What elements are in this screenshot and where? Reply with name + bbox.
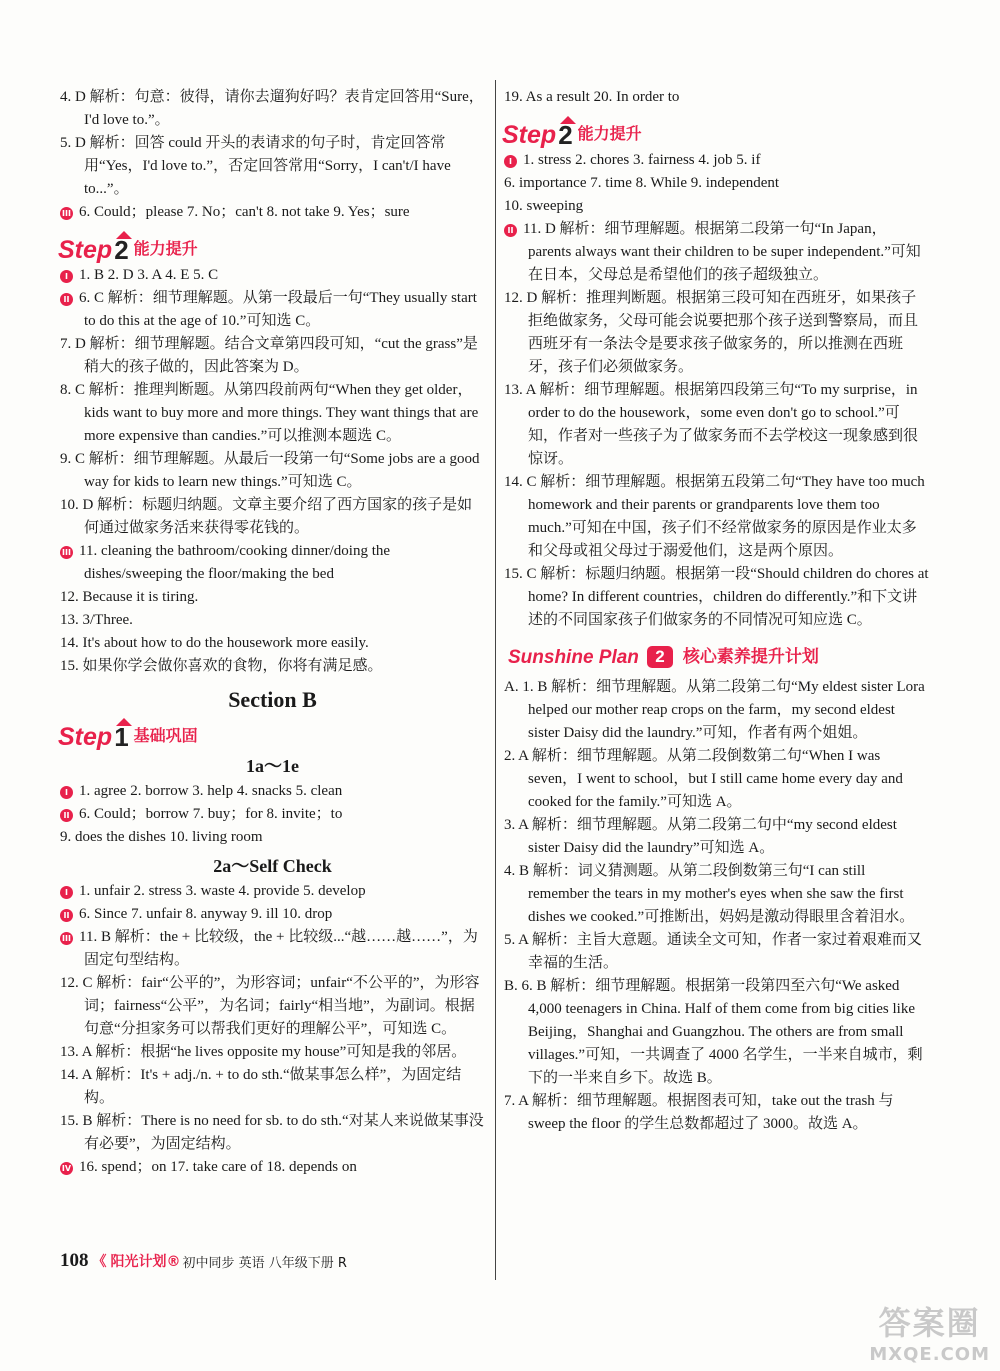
answer-item: 10. sweeping (504, 198, 584, 214)
answer-text: 6. Could；borrow 7. buy；for 8. invite；to (79, 806, 343, 822)
answer-item (60, 201, 485, 224)
step-word: Step (502, 121, 557, 149)
answer-item (504, 218, 929, 287)
step2-heading (502, 115, 929, 150)
chevron-icon: 《 (92, 1254, 107, 1270)
answer-item: 13. A 解析：细节理解题。根据第四段第三句“To my surprise，in order to do the housework，some even don't go to school.”可知，作者对一些孩子为了做家务而不去学校这一现象感到很惊讶。 (504, 382, 919, 467)
part-iv-icon: IV (61, 1164, 72, 1173)
step-word: Step (58, 723, 113, 751)
sunshine-title: 核心素养提升计划 (682, 646, 819, 667)
answer-item: 2. A 解析：细节理解题。从第二段倒数第二句“When I was seven，I went to school，but I still came home every day and cooked for the family.”可知选 A。 (504, 748, 903, 810)
answer-item: 4. B 解析：词义猜测题。从第二段倒数第三句“I can still remember the tears in my mother's eyes when she saw the first dishes we cooked.”可推断出，妈妈是激动得眼里含着泪水。 (504, 863, 915, 925)
step-title: 能力提升 (133, 239, 198, 258)
part-ii-icon: II (60, 909, 73, 922)
part-iii-icon: III (60, 932, 73, 945)
answer-item: 14. C 解析：细节理解题。根据第五段第二句“They have too much homework and their parents or grandparents love them too much.”可知在中国，孩子们不经常做家务的原因是作业太多和父母或祖父母过于溺爱他们，这是两个原因。 (504, 474, 925, 559)
answer-item (60, 287, 485, 333)
answer-text: 6. Since 7. unfair 8. anyway 9. ill 10. drop (79, 906, 333, 922)
answer-item (60, 264, 485, 287)
answer-item: 14. A 解析：It's + adj./n. + to do sth.“做某事怎么样”，为固定结构。 (60, 1067, 462, 1106)
answer-item: 6. importance 7. time 8. While 9. independent (504, 175, 780, 191)
answer-item: 4. D 解析：句意：彼得，请你去遛狗好吗？表肯定回答用“Sure，I'd love to.”。 (60, 89, 484, 128)
left-column (60, 86, 485, 1179)
answer-item: 3. A 解析：细节理解题。从第二段第二句中“my second eldest sister Daisy did the laundry”可知选 A。 (504, 817, 897, 856)
step2-heading (58, 230, 485, 265)
part-i-icon: I (504, 155, 517, 168)
answer-item: 9. C 解析：细节理解题。从最后一段第一句“Some jobs are a good way for kids to learn new things.”可知选 C。 (60, 451, 480, 490)
answer-item (504, 149, 929, 172)
part-i-icon: I (60, 270, 73, 283)
answer-item (60, 880, 485, 903)
column-divider (495, 80, 496, 1280)
part-iii-icon: III (60, 546, 73, 559)
book-info: 初中同步 英语 八年级下册 R (182, 1255, 347, 1271)
answer-text: 1. stress 2. chores 3. fairness 4. job 5. if (523, 152, 761, 168)
answer-item: 13. 3/Three. (60, 612, 133, 628)
sunshine-word: Sunshine Plan (508, 646, 639, 668)
answer-text: 6. Could；please 7. No；can't 8. not take 9. Yes；sure (79, 204, 410, 220)
step-title: 基础巩固 (133, 726, 198, 745)
subsection-title: 2a～Self Check (213, 856, 332, 876)
page-number: 108 (60, 1250, 89, 1271)
answer-item: 14. It's about how to do the housework more easily. (60, 635, 369, 651)
answer-item (60, 1156, 485, 1179)
answer-text: 11. B 解析：the + 比较级，the + 比较级...“越……越……”，为固定句型结构。 (79, 929, 478, 968)
answer-item: 12. D 解析：推理判断题。根据第三段可知在西班牙，如果孩子拒绝做家务，父母可能会说要把那个孩子送到警察局，而且西班牙有一条法令是要求孩子做家务的，所以推测在西班牙，孩子们必须做家务。 (504, 290, 919, 375)
answer-text: 6. C 解析：细节理解题。从第一段最后一句“They usually start to do this at the age of 10.”可知选 C。 (79, 290, 477, 329)
answer-item: 15. 如果你学会做你喜欢的食物，你将有满足感。 (60, 658, 383, 674)
step-word: Step (58, 236, 113, 264)
section-title: Section B (228, 687, 317, 712)
answer-item: 19. As a result 20. In order to (504, 89, 680, 105)
step-title: 能力提升 (577, 124, 642, 143)
part-i-icon: I (60, 786, 73, 799)
answer-item: 12. Because it is tiring. (60, 589, 199, 605)
part-i-icon: I (60, 886, 73, 899)
answer-text: 11. D 解析：细节理解题。根据第二段第一句“In Japan，parents always want their children to be super independent.”可知在日本，父母总是希望他们的孩子超级独立。 (523, 221, 921, 283)
watermark (869, 1298, 990, 1365)
step-number: 2 (114, 235, 129, 265)
brand-name: 阳光计划® (110, 1254, 181, 1270)
part-iii-icon: III (60, 207, 73, 220)
subsection-title: 1a～1e (246, 756, 299, 776)
answer-item (60, 803, 485, 826)
answer-item: 13. A 解析：根据“he lives opposite my house”可知是我的邻居。 (60, 1044, 467, 1060)
answer-item: B. 6. B 解析：细节理解题。根据第一段第四至六句“We asked 4,000 teenagers in China. Half of them come from big cities like Beijing，Shanghai and Guangzhou. The others are from small villages.”可知，一共调查了 4000 名学生，一半来自城市，剩下的一半来自乡下。故选 B。 (504, 978, 923, 1086)
answer-item: 15. B 解析：There is no need for sb. to do sth.“对某人来说做某事没有必要”，为固定结构。 (60, 1113, 484, 1152)
part-ii-icon: II (60, 293, 73, 306)
answer-text: 11. cleaning the bathroom/cooking dinner/doing the dishes/sweeping the floor/making the bed (79, 543, 391, 582)
part-ii-icon: II (504, 224, 517, 237)
answer-item (60, 540, 485, 586)
answer-item: 5. D 解析：回答 could 开头的表请求的句子时，肯定回答常用“Yes，I'd love to.”，否定回答常用“Sorry，I can't/I have to...”。 (60, 135, 451, 197)
answer-item: 15. C 解析：标题归纳题。根据第一段“Should children do chores at home? In different countries，children do differently.”和下文讲述的不同国家孩子们做家务的不同情况可知应选 C。 (504, 566, 929, 628)
answer-item: A. 1. B 解析：细节理解题。从第二段第二句“My eldest sister Lora helped our mother reap crops on the farm，my second eldest sister Daisy did the laundry.”可知，作者有两个姐姐。 (504, 679, 925, 741)
step-number: 2 (558, 120, 573, 150)
answer-text: 1. B 2. D 3. A 4. E 5. C (79, 267, 219, 283)
step1-heading (58, 717, 485, 752)
answer-text: 1. unfair 2. stress 3. waste 4. provide 5. develop (79, 883, 366, 899)
answer-item: 5. A 解析：主旨大意题。通读全文可知，作者一家过着艰难而又幸福的生活。 (504, 932, 922, 971)
answer-item (60, 780, 485, 803)
answer-item: 8. C 解析：推理判断题。从第四段前两句“When they get older，kids want to buy more and more things. They want things that are more expensive than candies.”可以推测本题选 C。 (60, 382, 479, 444)
right-column (504, 86, 929, 1136)
step-number: 1 (114, 722, 129, 752)
watermark-logo: 答案圈 (878, 1304, 981, 1342)
answer-item: 7. D 解析：细节理解题。结合文章第四段可知，“cut the grass”是稍大的孩子做的，因此答案为 D。 (60, 336, 478, 375)
sunshine-number: 2 (647, 646, 673, 668)
answer-item: 7. A 解析：细节理解题。根据图表可知，take out the trash 与 sweep the floor 的学生总数都超过了 3000。故选 A。 (504, 1093, 894, 1132)
answer-text: 16. spend；on 17. take care of 18. depends on (79, 1159, 357, 1175)
answer-item: 10. D 解析：标题归纳题。文章主要介绍了西方国家的孩子是如何通过做家务活来获得零花钱的。 (60, 497, 473, 536)
answer-item (60, 903, 485, 926)
sunshine-plan-heading (508, 642, 929, 672)
page-footer (60, 1250, 347, 1272)
answer-item: 9. does the dishes 10. living room (60, 829, 263, 845)
watermark-url: MXQE.COM (869, 1344, 990, 1365)
answer-item (60, 926, 485, 972)
part-ii-icon: II (60, 809, 73, 822)
answer-item: 12. C 解析：fair“公平的”，为形容词；unfair“不公平的”，为形容词；fairness“公平”，为名词；fairly“相当地”，为副词。根据句意“分担家务可以帮我们更好的理解公平”，可知选 C。 (60, 975, 480, 1037)
answer-text: 1. agree 2. borrow 3. help 4. snacks 5. clean (79, 783, 343, 799)
